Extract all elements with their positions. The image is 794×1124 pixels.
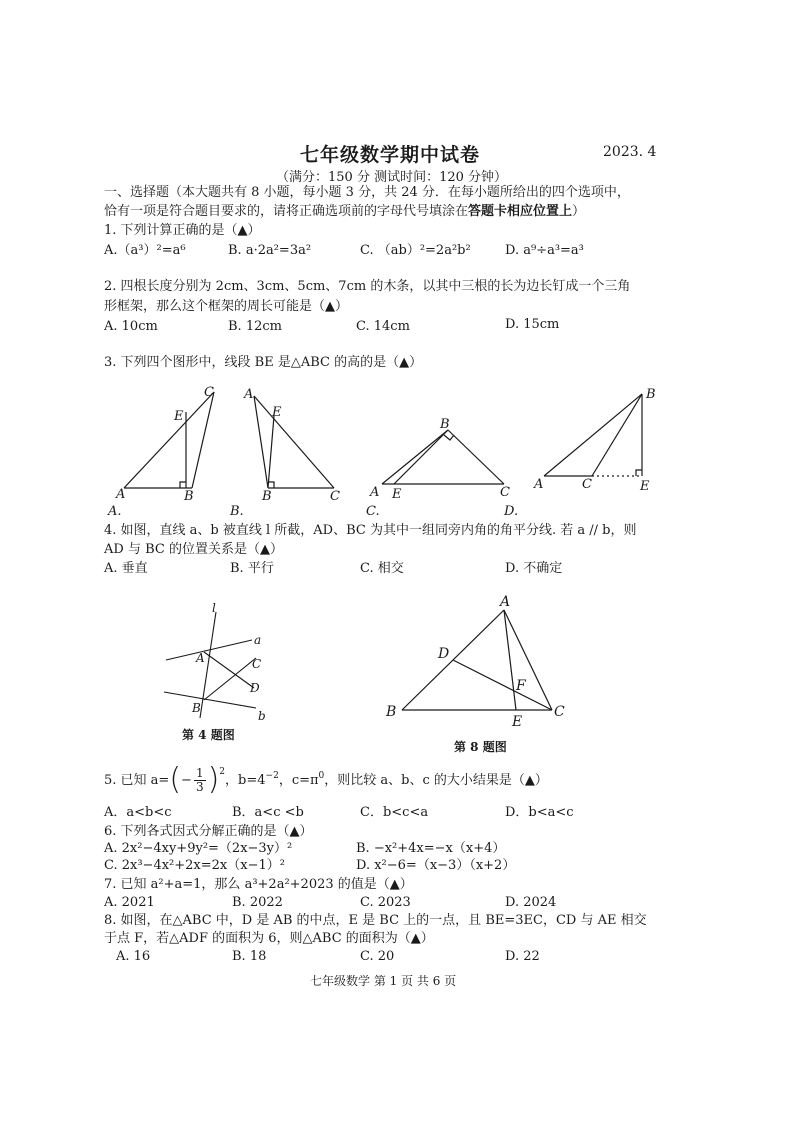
q5-paren-right: ) — [207, 762, 220, 797]
q8-option-a: A. 16 — [116, 949, 151, 964]
q8-option-b: B. 18 — [232, 949, 267, 964]
q3-option-a-label: A. — [108, 504, 122, 519]
q4-option-b: B. 平行 — [230, 561, 274, 576]
q6-option-b: B. −x²+4x=−x（x+4） — [356, 841, 506, 856]
q4-label-d: D — [250, 681, 260, 695]
q8-figure-caption: 第 8 题图 — [454, 740, 507, 754]
q3-figure-c — [382, 430, 504, 484]
q4-option-a: A. 垂直 — [104, 561, 148, 576]
q4-label-a-line: a — [254, 633, 262, 647]
q8-label-c: C — [554, 704, 565, 720]
q3a-label-c: C — [204, 385, 214, 400]
q8-option-d: D. 22 — [505, 949, 540, 964]
q2-option-d: D. 15cm — [505, 317, 560, 332]
exam-date: 2023. 4 — [603, 144, 657, 160]
q5-fraction — [194, 767, 206, 794]
q5-prefix: 5. 已知 a= — [104, 772, 170, 788]
q5-suffix: ，则比较 a、b、c 的大小结果是（▲） — [324, 772, 548, 788]
q6-stem: 6. 下列各式因式分解正确的是（▲） — [104, 824, 313, 839]
q4-figure-caption: 第 4 题图 — [182, 728, 235, 742]
q4-option-c: C. 相交 — [360, 561, 404, 576]
q4-label-b-point: B — [192, 701, 201, 715]
q7-option-a: A. 2021 — [104, 895, 155, 910]
q5-fraction-denominator: 3 — [195, 779, 204, 794]
q4-label-b-line: b — [258, 709, 266, 723]
q4-label-l: l — [212, 601, 216, 615]
section-intro-line1: 一、选择题（本大题共有 8 小题，每小题 3 分，共 24 分．在每小题所给出的四个选项中， — [104, 185, 630, 200]
q8-label-a: A — [500, 594, 511, 610]
q7-option-b: B. 2022 — [232, 895, 283, 910]
q3b-label-e: E — [272, 405, 282, 420]
q3c-label-e: E — [392, 487, 402, 502]
q3-figure-d — [544, 394, 642, 476]
q7-stem: 7. 已知 a²+a=1，那么 a³+2a²+2023 的值是（▲） — [104, 877, 413, 892]
q5-b-power: −2 — [265, 771, 279, 781]
q1-stem: 1. 下列计算正确的是（▲） — [104, 223, 261, 238]
q3a-label-b: B — [184, 489, 194, 504]
q6-option-a: A. 2x²−4xy+9y²=（2x−3y）² — [104, 841, 293, 856]
q2-option-a: A. 10cm — [104, 319, 158, 334]
section-intro-line2c: ） — [572, 204, 586, 219]
q5-c-power: 0 — [318, 771, 325, 781]
section-intro-line2a: 恰有一项是符合题目要求的，请将正确选项前的字母代号填涂在 — [104, 204, 469, 219]
q5-power: 2 — [219, 767, 226, 777]
q5-option-a: A．a<b<c — [104, 805, 172, 820]
q8-label-b: B — [386, 704, 397, 720]
q3-option-d-label: D. — [504, 504, 519, 519]
q3c-label-c: C — [500, 485, 510, 500]
q2-line2: 形框架，那么这个框架的周长可能是（▲） — [104, 299, 348, 314]
q2-line1: 2. 四根长度分别为 2cm、3cm、5cm、7cm 的木条，以其中三根的长为边长钉成一个三角 — [104, 279, 631, 294]
q3d-label-e: E — [640, 479, 650, 494]
q3c-label-b: B — [440, 417, 450, 432]
q5-option-d: D．b<a<c — [505, 805, 574, 820]
q3-figure-b — [254, 396, 334, 488]
q2-option-c: C. 14cm — [356, 319, 410, 334]
q8-label-d: D — [438, 646, 450, 662]
q8-line1: 8. 如图，在△ABC 中，D 是 AB 的中点，E 是 BC 上的一点，且 BE=3EC，CD 与 AE 相交 — [104, 913, 647, 928]
q3c-label-a: A — [370, 485, 380, 500]
q3-option-b-label: B. — [230, 504, 244, 519]
section-intro-line2b: 答题卡相应位置上 — [468, 204, 573, 219]
q8-option-c: C. 20 — [360, 949, 395, 964]
q1-option-b: B. a·2a²=3a² — [228, 243, 312, 258]
q3d-label-c: C — [582, 477, 592, 492]
q7-option-c: C. 2023 — [360, 895, 411, 910]
q5-paren-left: ( — [169, 762, 182, 797]
q8-figure — [380, 590, 580, 730]
q3d-label-a: A — [534, 477, 544, 492]
q1-option-c: C. （ab）²=2a²b² — [360, 243, 471, 258]
q3b-label-b: B — [262, 489, 272, 504]
q6-option-d: D. x²−6=（x−3）（x+2） — [356, 858, 516, 873]
q3-option-c-label: C. — [366, 504, 380, 519]
q4-line1: 4. 如图，直线 a、b 被直线 l 所截，AD、BC 为其中一组同旁内角的角平分线. 若 a // b，则 — [104, 523, 637, 538]
q4-option-d: D. 不确定 — [505, 561, 563, 576]
q5-c-part: ，c=π — [278, 772, 319, 788]
q1-option-a: A.（a³）²=a⁶ — [104, 243, 186, 258]
q4-figure — [160, 600, 290, 730]
q2-option-b: B. 12cm — [228, 319, 282, 334]
q8-line2: 于点 F，若△ADF 的面积为 6，则△ABC 的面积为（▲） — [104, 931, 434, 946]
q5-mid: ，b=4 — [225, 772, 266, 788]
q5-option-b: B．a<c <b — [232, 805, 304, 820]
q3a-label-e: E — [174, 409, 184, 424]
q5-fraction-numerator: 1 — [195, 765, 204, 780]
q3-figures — [104, 380, 684, 520]
q6-option-c: C. 2x³−4x²+2x=2x（x−1）² — [104, 858, 285, 873]
q3b-label-a: A — [244, 387, 254, 402]
page-title: 七年级数学期中试卷 — [300, 144, 481, 166]
q3b-label-c: C — [330, 489, 340, 504]
q4-line2: AD 与 BC 的位置关系是（▲） — [104, 542, 283, 557]
q7-option-d: D. 2024 — [505, 895, 557, 910]
q3-figure-a — [124, 392, 214, 488]
q5-minus: − — [181, 772, 192, 788]
section-intro-line2 — [104, 203, 585, 220]
page-footer: 七年级数学 第 1 页 共 6 页 — [310, 974, 457, 988]
q1-option-d: D. a⁹÷a³=a³ — [505, 243, 584, 258]
q3-stem: 3. 下列四个图形中，线段 BE 是△ABC 的高的是（▲） — [104, 355, 423, 370]
exam-subtitle: （满分：150 分 测试时间：120 分钟） — [276, 170, 508, 185]
q8-label-f: F — [516, 678, 526, 694]
q8-label-e: E — [512, 714, 523, 730]
q3a-label-a: A — [116, 487, 126, 502]
q3d-label-b: B — [646, 387, 656, 402]
q5-option-c: C．b<c<a — [360, 805, 429, 820]
q4-label-c: C — [252, 657, 262, 671]
q4-label-a-point: A — [196, 651, 205, 665]
q5-stem — [104, 760, 548, 800]
